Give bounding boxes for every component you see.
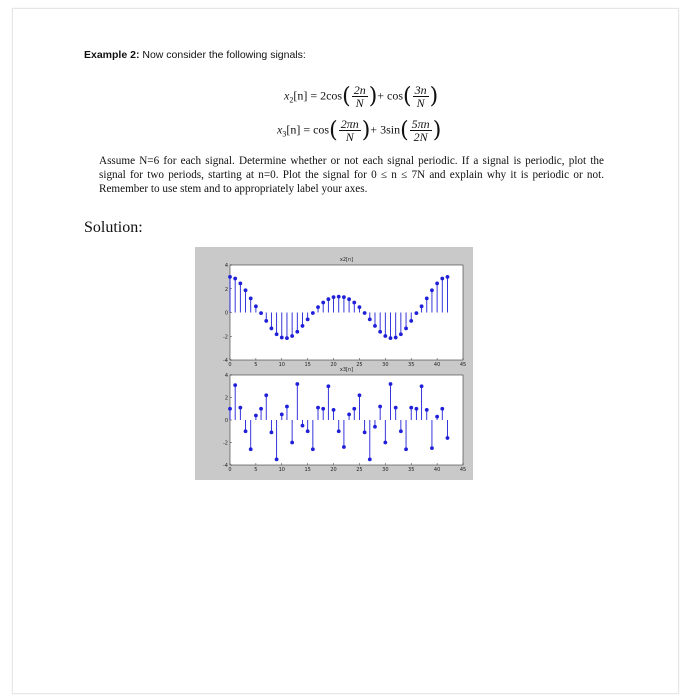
- x-tick-label: 35: [408, 467, 415, 473]
- x-tick-label: 25: [356, 467, 363, 473]
- stem-marker: [399, 429, 403, 433]
- stem-marker: [228, 275, 232, 279]
- equation-x2: $x_2[n] = 2\cos$( $\frac{2n}{N}$ )+ cos( $\frac{3n}{N}$ ): [284, 83, 439, 110]
- stem-marker: [249, 296, 253, 300]
- x-tick-label: 45: [459, 362, 467, 368]
- stem-marker: [332, 295, 336, 299]
- stem-marker: [301, 324, 305, 328]
- stem-marker: [404, 327, 408, 331]
- stem-marker: [399, 332, 403, 336]
- stem-marker: [306, 429, 310, 433]
- y-tick-label: 4: [224, 373, 228, 379]
- stem-marker: [440, 407, 444, 411]
- y-tick-label: -2: [223, 334, 228, 341]
- stem-marker: [238, 282, 242, 286]
- stem-marker: [228, 407, 232, 411]
- stem-marker: [415, 407, 419, 411]
- stem-marker: [321, 407, 325, 411]
- stem-marker: [425, 408, 429, 412]
- stem-marker: [420, 304, 424, 308]
- stem-marker: [326, 297, 330, 301]
- stem-marker: [373, 425, 377, 429]
- stem-marker: [275, 457, 279, 461]
- stem-marker: [425, 296, 429, 300]
- stem-marker: [311, 311, 315, 315]
- x-tick-label: 20: [330, 362, 337, 368]
- stem-marker: [326, 384, 330, 388]
- stem-marker: [275, 332, 279, 336]
- stem-marker: [321, 301, 325, 305]
- stem-marker: [378, 330, 382, 334]
- plot-title-1: x2[n]: [339, 257, 354, 263]
- stem-marker: [264, 393, 268, 397]
- x-tick-label: 25: [356, 362, 363, 368]
- plot-area-2: [230, 375, 463, 465]
- stem-marker: [290, 441, 294, 445]
- x-tick-label: 10: [278, 467, 285, 473]
- y-tick-label: 0: [224, 310, 228, 317]
- y-tick-label: 0: [224, 418, 228, 424]
- stem-marker: [347, 412, 351, 416]
- stem-marker: [352, 407, 356, 411]
- stem-marker: [285, 336, 289, 340]
- x-tick-label: 40: [433, 362, 441, 368]
- stem-marker: [259, 407, 263, 411]
- stem-marker: [233, 383, 237, 387]
- y-tick-label: -4: [223, 463, 228, 469]
- stem-marker: [306, 317, 310, 321]
- stem-marker: [347, 297, 351, 301]
- x-tick-label: 15: [304, 467, 311, 473]
- stem-marker: [440, 277, 444, 281]
- stem-marker: [415, 311, 419, 315]
- stem-marker: [254, 414, 258, 418]
- stem-marker: [264, 319, 268, 323]
- stem-marker: [368, 457, 372, 461]
- y-tick-label: 4: [224, 263, 228, 269]
- stem-marker: [409, 319, 413, 323]
- stem-marker: [352, 301, 356, 305]
- stem-marker: [244, 288, 248, 292]
- stem-marker: [420, 384, 424, 388]
- x-tick-label: 0: [228, 362, 232, 368]
- stem-marker: [270, 327, 274, 331]
- stem-marker: [301, 424, 305, 428]
- stem-marker: [358, 305, 362, 309]
- equation-x3: $x_3[n] = \cos$( $\frac{2\pi n}{N}$ )+ 3sin( $\frac{5\pi n}{2N}$ ): [277, 117, 442, 144]
- stem-marker: [435, 282, 439, 286]
- example-label: Example 2:: [84, 49, 140, 61]
- y-tick-label: 2: [224, 286, 228, 293]
- stem-marker: [311, 447, 315, 451]
- stem-figure: [195, 247, 473, 480]
- stem-marker: [383, 441, 387, 445]
- stem-marker: [316, 406, 320, 410]
- x-tick-label: 30: [382, 467, 389, 473]
- stem-marker: [383, 334, 387, 338]
- stem-marker: [238, 406, 242, 410]
- stem-marker: [368, 317, 372, 321]
- stem-marker: [337, 429, 341, 433]
- stem-marker: [290, 334, 294, 338]
- stem-marker: [373, 324, 377, 328]
- stem-marker: [332, 408, 336, 412]
- stem-marker: [363, 430, 367, 434]
- y-tick-label: 2: [224, 395, 228, 402]
- stem-marker: [259, 311, 263, 315]
- y-tick-label: -2: [223, 440, 228, 447]
- x-tick-label: 10: [278, 362, 285, 368]
- example-intro: Now consider the following signals:: [142, 49, 306, 61]
- stem-marker: [363, 311, 367, 315]
- stem-marker: [270, 430, 274, 434]
- stem-marker: [409, 406, 413, 410]
- stem-marker: [280, 412, 284, 416]
- plot-area-1: [230, 265, 463, 360]
- stem-marker: [254, 304, 258, 308]
- x-tick-label: 5: [254, 362, 258, 368]
- stem-marker: [249, 447, 253, 451]
- x-tick-label: 5: [254, 467, 258, 473]
- stem-marker: [316, 305, 320, 309]
- stem-marker: [394, 406, 398, 410]
- stem-marker: [244, 429, 248, 433]
- stem-marker: [446, 436, 450, 440]
- stem-marker: [446, 275, 450, 279]
- stem-marker: [285, 405, 289, 409]
- problem-paragraph: Assume N=6 for each signal. Determine whether or not each signal periodic. If a signal is periodic, plot the signal for two periods, starting at n=0. Plot the signal for 0 ≤ n ≤ 7N and explain why it is periodic or not. Remember to use stem and to appropriately label your axes.: [99, 155, 604, 195]
- x-tick-label: 35: [408, 362, 415, 368]
- x-tick-label: 20: [330, 467, 337, 473]
- stem-marker: [435, 415, 439, 419]
- solution-label: Solution:: [84, 219, 143, 236]
- stem-marker: [337, 295, 341, 299]
- stem-marker: [358, 393, 362, 397]
- example-heading: [84, 49, 306, 61]
- plot-title-2: x3[n]: [339, 367, 354, 373]
- stem-marker: [394, 336, 398, 340]
- stem-marker: [295, 330, 299, 334]
- stem-marker: [404, 447, 408, 451]
- x-tick-label: 0: [228, 467, 232, 473]
- stem-marker: [342, 295, 346, 299]
- stem-marker: [378, 405, 382, 409]
- x-tick-label: 40: [433, 467, 441, 473]
- stem-marker: [280, 336, 284, 340]
- x-tick-label: 30: [382, 362, 389, 368]
- x-tick-label: 45: [459, 467, 467, 473]
- stem-marker: [430, 288, 434, 292]
- stem-marker: [295, 382, 299, 386]
- x-tick-label: 15: [304, 362, 311, 368]
- y-tick-label: -4: [223, 358, 228, 364]
- stem-marker: [389, 336, 393, 340]
- stem-marker: [233, 277, 237, 281]
- figure-svg: [195, 247, 473, 480]
- stem-marker: [342, 445, 346, 449]
- stem-marker: [389, 382, 393, 386]
- stem-marker: [430, 446, 434, 450]
